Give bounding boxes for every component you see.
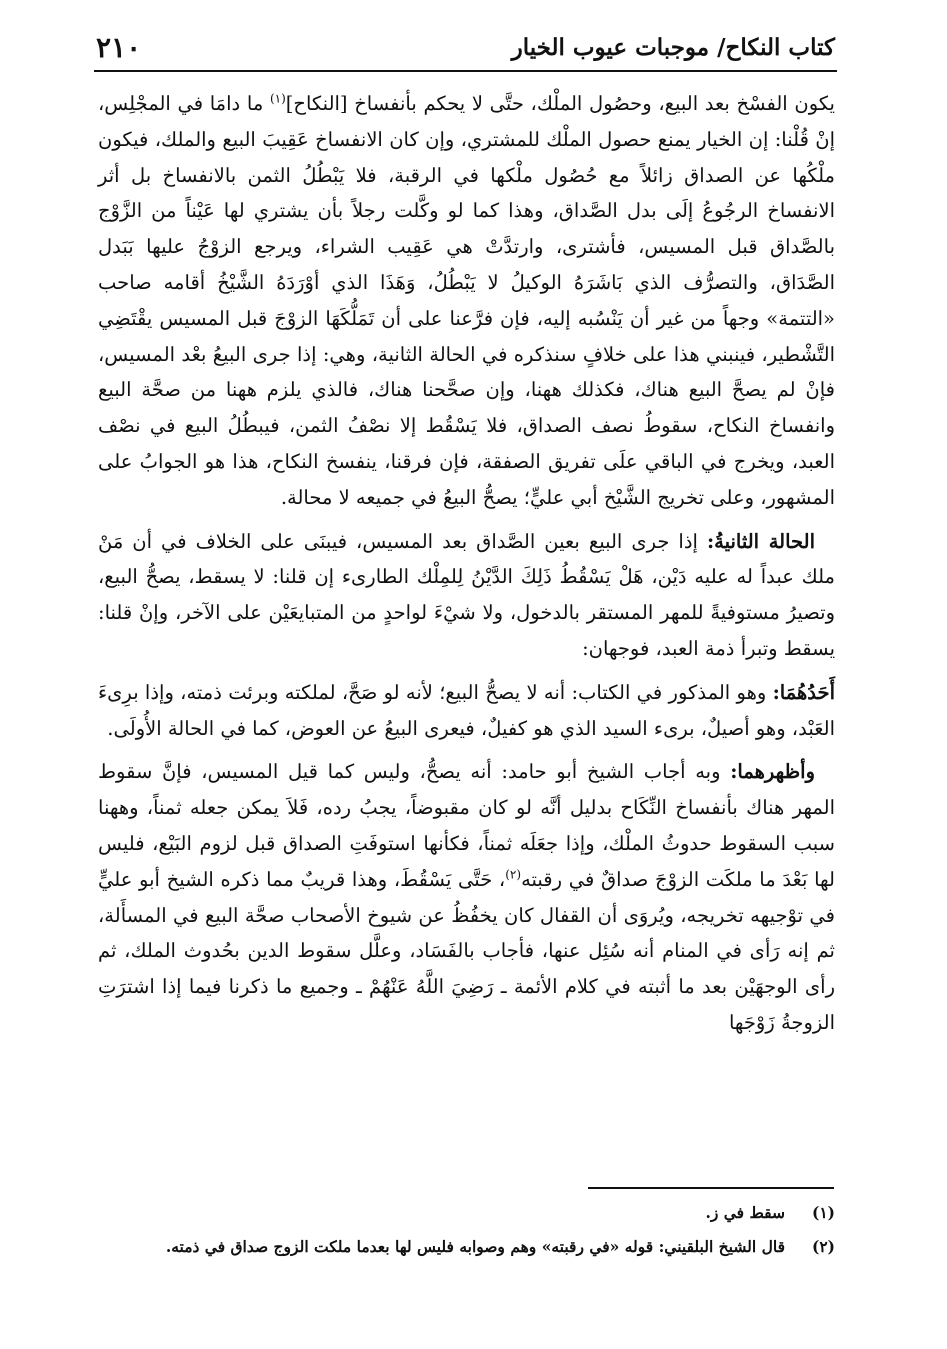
footnote-text: قال الشيخ البلقيني: قوله «في رقبته» وهم وصوابه فليس لها بعدما ملكت الزوج صداق في ذمته. (165, 1237, 785, 1256)
paragraph-1 (98, 86, 835, 516)
footnote-divider (588, 1187, 834, 1189)
main-text (98, 86, 835, 1049)
paragraph-2-heading: الحالة الثانيةُ: (706, 529, 815, 553)
paragraph-4 (98, 754, 835, 1040)
footnote-text: سقط في ز. (705, 1203, 785, 1222)
paragraph-2-text: إذا جرى البيع بعين الصَّداق بعد المسيس، فيبنَى على الخلاف في أن مَنْ ملك عبداً له عليه دَيْن، هَلْ يَسْقُطُ ذَلِكَ الدَّيْنُ لِلمِلْك الطارىء إن قلنا: لا يسقط، يصحُّ البيع، وتصيرُ مستوفيةً للمهر المستقر بالدخول، ولا شيْءَ لواحدٍ من المتبايعَيْن على الآخر، وإنْ قلنا: يسقط وتبرأ ذمة العبد، فوجهان: (98, 529, 835, 660)
paragraph-1-text-b: ما دامَا في المجْلِس، إنْ قُلْنا: إن الخيار يمنع حصول الملْك للمشتري، وإن كان الانفساخ عَقِيبَ البيع والملك، فيكون ملْكُها عن الصداق زائلاً مع حُصُول ملْكها في الرقبة، فلا يَبْطُلُ الثمن بالانفساخ بل أثر الانفساخ الرجُوعُ إلَى بدل الصَّداق، وهذا كما لو وكَّلت رجلاً بأن يشتري لها عَيْناً من الزَّوْج بالصَّداق قبل المسيس، فأشترى، وارتدَّتْ هي عَقِيب الشراء، ويرجع الزوْجُ عليها بَبَدل الصَّدَاق، والتصرُّف الذي بَاشَرَهُ الوكيلُ لا يَبْطُلُ، وَهَذَا الذي أوْرَدَهُ الشَّيْخُ أقامه صاحب «التتمة» وجهاً من غير أن يَنْسُبه إليه، فإن فرَّعنا على أن تَمَلُّكَهَا الزوْجَ قبل المسيس يقْتَضِي التَّشْطير، فينبني هذا على خلافٍ سنذكره في الحالة الثانية، وهي: إذا جرى البيعُ بعْد المسيس، فإنْ لم يصحَّ البيع هناك، فكذلك ههنا، وإن صحَّحنا هناك، فالذي يلزم ههنا من صحَّة البيع وانفساخ النكاح، سقوطُ نصف الصداق، فلا يَسْقُط إلا نصْفُ الثمن، فيبطُلُ البيع في نصْف العبد، ويخرج في الباقي علَى تفريق الصفقة، فإن فرقنا، ينفسخ النكاح، هذا هو الجوابُ على المشهور، وعلى تخريج الشَّيْخ أبي عليٍّ؛ يصحُّ البيعُ في جميعه لا محالة. (98, 92, 835, 509)
running-header (96, 26, 835, 68)
paragraph-3-text: وهو المذكور في الكتاب: أنه لا يصحُّ البيع؛ لأنه لو صَحَّ، لملكته وبرئت ذمته، وإذا برِىءَ العَبْد، وهو أصيلٌ، برىء السيد الذي هو كفيلٌ، فيعرى البيعُ عن العوض، كما في الحالة الأُولَى. (98, 680, 835, 740)
paragraph-2 (98, 524, 835, 667)
footnote-marker: (٢) (811, 1237, 835, 1256)
paragraph-4-heading: وأظهرهما: (730, 760, 815, 784)
page-number: ٢١٠ (96, 30, 142, 64)
footnote-ref-2: (٢) (505, 867, 522, 882)
header-divider (94, 70, 837, 72)
footnote-2 (98, 1230, 835, 1264)
paragraph-3-heading: أَحَدُهُمَا: (772, 680, 835, 704)
footnotes (98, 1196, 835, 1264)
paragraph-4-text-b: ، حَتَّى يَسْقُطَ، وهذا قريبٌ مما ذكره الشيخ أبو عليٍّ في توْجيهه تخريجه، ويُروَى أن القفال كان يخفُظُ عن شيوخ الأصحاب صحَّة البيع في المسأَلة، ثم إنه رَأى في المنام أنه سُئِل عنها، فأجاب بالفَسَاد، وعلَّل سقوط الدين بحُدوث الملك، ثم رأى الوجهَيْن بعد ما أثبته في كلام الأئمة ـ رَضِيَ اللَّهُ عَنْهُمْ ـ وجميع ما ذكرنا فيما إذا اشترَتِ الزوجةُ زَوْجَها (98, 867, 835, 1034)
paragraph-3 (98, 675, 835, 747)
paragraph-4-text-a: وبه أجاب الشيخ أبو حامد: أنه يصحُّ، وليس كما قيل المسيس، فإنَّ سقوط المهر هناك بأنفساخ النِّكَاح بدليل أنَّه لو كان مقبوضاً، يجبُ رده، فَلاَ يمكن جعله ثمناً، وههنا سبب السقوط حدوثُ الملْك، وإذا جعَلَه ثمناً، فكأنها استوفَتِ الصداق قبل لزوم البَيْع، فليس لها بَعْدَ ما ملكَت الزوْجَ صداقٌ في رقبته (98, 760, 835, 891)
footnote-ref-1: (١) (269, 91, 286, 106)
header-title: كتاب النكاح/ موجبات عيوب الخيار (511, 33, 835, 61)
footnote-marker: (١) (811, 1203, 835, 1222)
footnote-1 (98, 1196, 835, 1230)
paragraph-1-text-a: يكون الفسْخ بعد البيع، وحصُول الملْك، حتَّى لا يحكم بأنفساخ [النكاح] (285, 92, 835, 115)
